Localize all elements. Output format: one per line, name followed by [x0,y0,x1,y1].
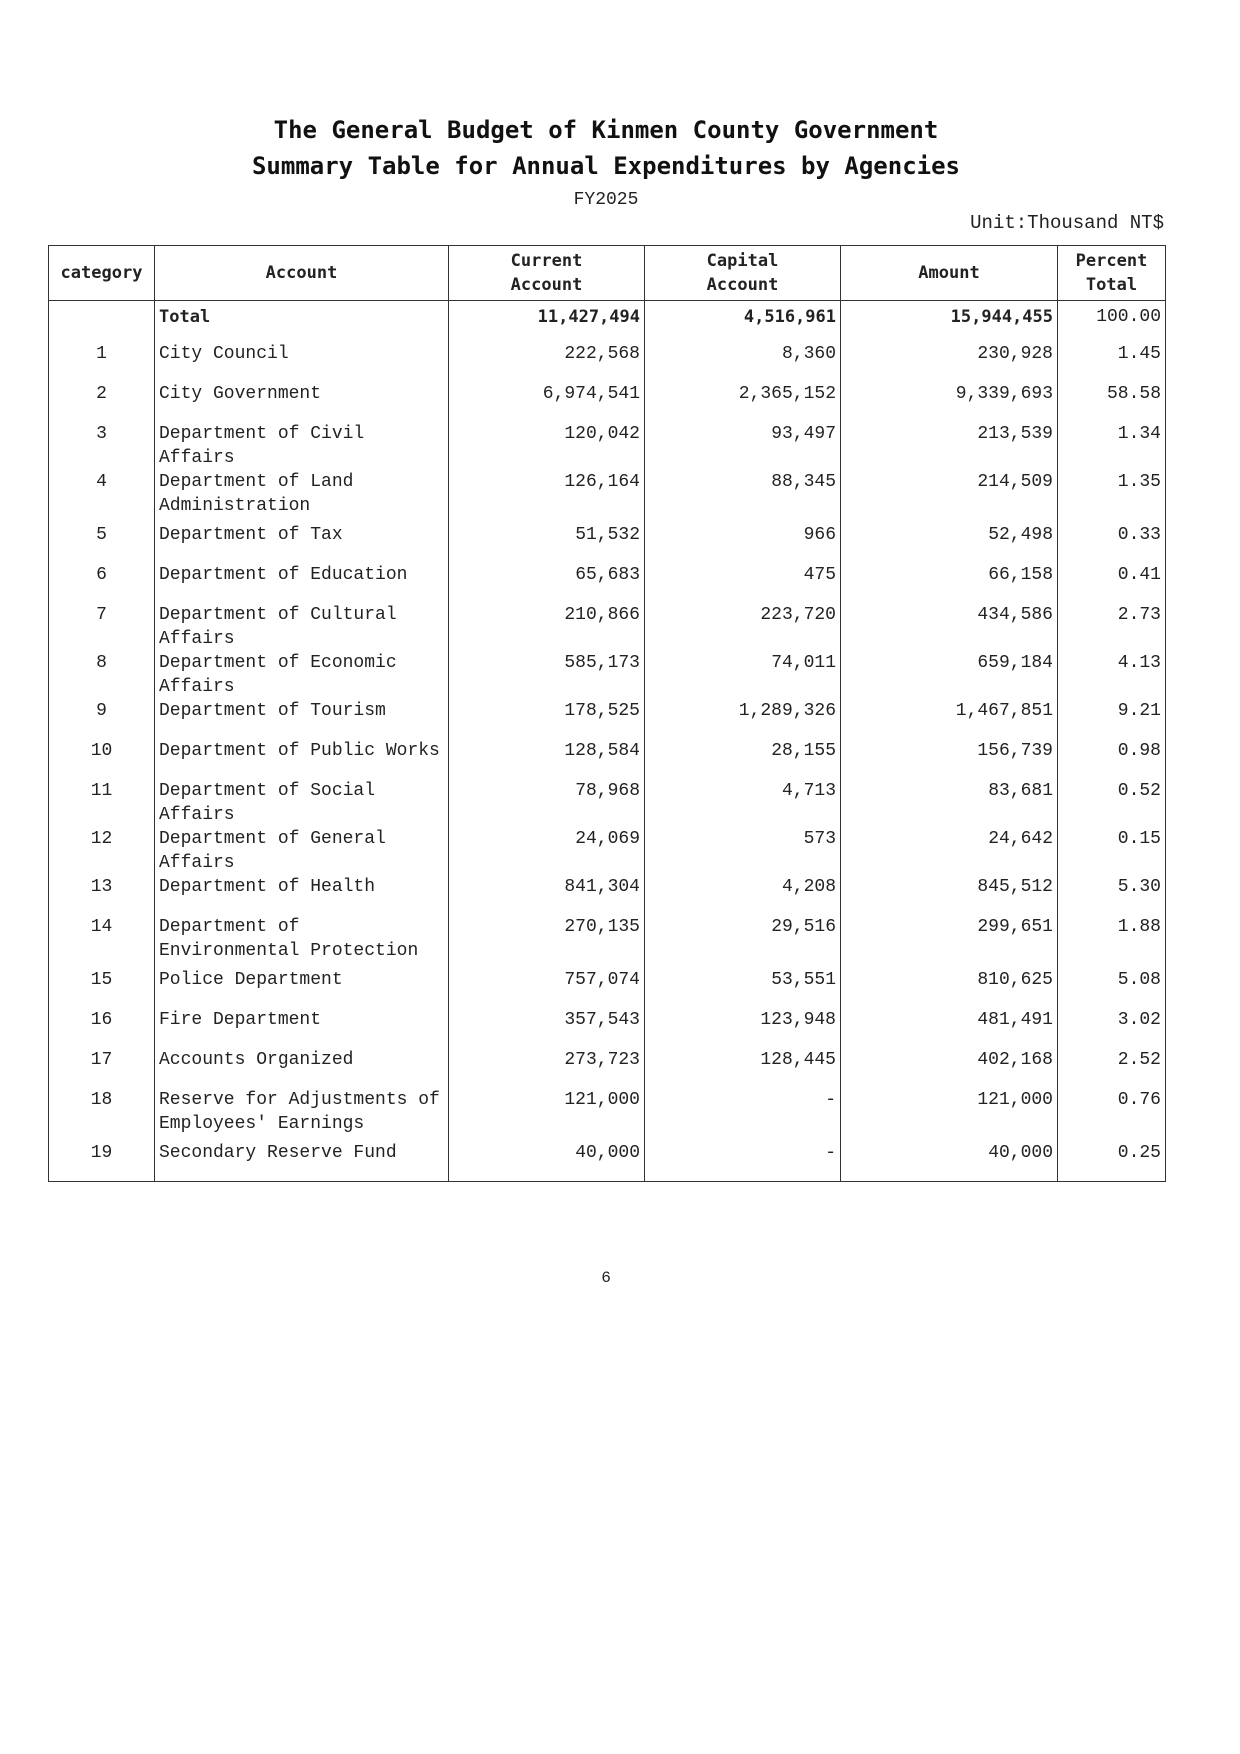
row-amount: 213,539 [841,422,1058,470]
table-row [49,699,1166,739]
row-current-account: 24,069 [449,827,645,875]
row-capital-account: 475 [645,563,841,603]
row-capital-account: 93,497 [645,422,841,470]
row-amount: 52,498 [841,523,1058,563]
row-category: 13 [49,875,155,915]
row-current-account: 128,584 [449,739,645,779]
row-account: City Government [155,382,449,422]
row-capital-account: 1,289,326 [645,699,841,739]
row-current-account: 357,543 [449,1008,645,1048]
row-amount: 83,681 [841,779,1058,827]
row-amount: 66,158 [841,563,1058,603]
row-capital-account: 8,360 [645,342,841,382]
row-account: Department of Public Works [155,739,449,779]
row-category: 5 [49,523,155,563]
row-category: 10 [49,739,155,779]
row-current-account: 273,723 [449,1048,645,1088]
row-category: 11 [49,779,155,827]
row-amount: 659,184 [841,651,1058,699]
row-category: 19 [49,1141,155,1182]
row-account: Department of Land Administration [155,470,449,523]
row-capital-account: 4,208 [645,875,841,915]
row-category: 18 [49,1088,155,1141]
row-category: 4 [49,470,155,523]
row-capital-account: 74,011 [645,651,841,699]
row-current-account: 65,683 [449,563,645,603]
table-row [49,422,1166,470]
table-row [49,739,1166,779]
row-category: 14 [49,915,155,968]
row-capital-account: 29,516 [645,915,841,968]
row-amount: 299,651 [841,915,1058,968]
row-percent-total: 58.58 [1058,382,1166,422]
row-category: 17 [49,1048,155,1088]
row-capital-account: 4,713 [645,779,841,827]
table-row [49,523,1166,563]
row-percent-total: 4.13 [1058,651,1166,699]
row-account: Department of Cultural Affairs [155,603,449,651]
unit-label: Unit:Thousand NT$ [970,212,1164,234]
row-amount: 24,642 [841,827,1058,875]
table-row [49,651,1166,699]
row-capital-account: 223,720 [645,603,841,651]
row-current-account: 78,968 [449,779,645,827]
row-percent-total: 0.25 [1058,1141,1166,1182]
row-capital-account: 2,365,152 [645,382,841,422]
table-row [49,1048,1166,1088]
row-percent-total: 0.98 [1058,739,1166,779]
page-number: 6 [601,1269,611,1287]
row-account: Department of Environmental Protection [155,915,449,968]
row-account: Department of Tax [155,523,449,563]
row-current-account: 6,974,541 [449,382,645,422]
column-header-amount: Amount [841,246,1058,301]
row-percent-total: 1.34 [1058,422,1166,470]
column-header-capital-account: Capital Account [645,246,841,301]
row-current-account: 40,000 [449,1141,645,1182]
row-current-account: 757,074 [449,968,645,1008]
table-row [49,563,1166,603]
row-capital-account: 28,155 [645,739,841,779]
table-row [49,342,1166,382]
row-account: Department of Education [155,563,449,603]
row-category: 9 [49,699,155,739]
total-current: 11,427,494 [449,301,645,343]
row-account: Police Department [155,968,449,1008]
row-percent-total: 0.41 [1058,563,1166,603]
row-percent-total: 0.33 [1058,523,1166,563]
row-category: 12 [49,827,155,875]
row-account: Department of Social Affairs [155,779,449,827]
row-amount: 402,168 [841,1048,1058,1088]
row-amount: 230,928 [841,342,1058,382]
row-amount: 40,000 [841,1141,1058,1182]
table-row [49,1008,1166,1048]
row-current-account: 270,135 [449,915,645,968]
row-percent-total: 0.15 [1058,827,1166,875]
fiscal-year: FY2025 [573,190,639,210]
row-capital-account: 966 [645,523,841,563]
row-capital-account: 123,948 [645,1008,841,1048]
row-amount: 481,491 [841,1008,1058,1048]
row-amount: 810,625 [841,968,1058,1008]
row-percent-total: 1.35 [1058,470,1166,523]
row-account: Department of General Affairs [155,827,449,875]
row-category: 6 [49,563,155,603]
row-capital-account: 53,551 [645,968,841,1008]
row-percent-total: 9.21 [1058,699,1166,739]
table-row [49,779,1166,827]
total-capital: 4,516,961 [645,301,841,343]
row-percent-total: 2.52 [1058,1048,1166,1088]
row-account: Department of Tourism [155,699,449,739]
table-row [49,968,1166,1008]
row-current-account: 585,173 [449,651,645,699]
column-header-percent-total: Percent Total [1058,246,1166,301]
row-category: 2 [49,382,155,422]
row-percent-total: 5.30 [1058,875,1166,915]
row-category: 16 [49,1008,155,1048]
row-percent-total: 5.08 [1058,968,1166,1008]
table-row [49,1141,1166,1182]
total-label: Total [155,301,449,343]
table-row [49,915,1166,968]
row-amount: 121,000 [841,1088,1058,1141]
total-row [49,301,1166,343]
row-capital-account: - [645,1088,841,1141]
row-current-account: 121,000 [449,1088,645,1141]
row-capital-account: - [645,1141,841,1182]
row-amount: 156,739 [841,739,1058,779]
row-category: 3 [49,422,155,470]
row-current-account: 210,866 [449,603,645,651]
row-current-account: 51,532 [449,523,645,563]
table-row [49,1088,1166,1141]
column-header-account: Account [155,246,449,301]
expenditure-table [48,245,1166,1182]
total-percent: 100.00 [1058,301,1166,343]
row-percent-total: 0.76 [1058,1088,1166,1141]
row-capital-account: 573 [645,827,841,875]
row-current-account: 222,568 [449,342,645,382]
row-account: Department of Health [155,875,449,915]
table-row [49,603,1166,651]
row-capital-account: 88,345 [645,470,841,523]
row-account: Reserve for Adjustments of Employees' Earnings [155,1088,449,1141]
row-account: Department of Civil Affairs [155,422,449,470]
total-amount: 15,944,455 [841,301,1058,343]
table-row [49,875,1166,915]
row-amount: 434,586 [841,603,1058,651]
row-amount: 845,512 [841,875,1058,915]
row-category: 7 [49,603,155,651]
row-account: Fire Department [155,1008,449,1048]
column-header-current-account: Current Account [449,246,645,301]
row-amount: 9,339,693 [841,382,1058,422]
table-row [49,827,1166,875]
column-header-category: category [49,246,155,301]
row-percent-total: 1.45 [1058,342,1166,382]
document-subtitle: Summary Table for Annual Expenditures by Agencies [251,152,960,180]
table-body [49,301,1166,1182]
row-percent-total: 1.88 [1058,915,1166,968]
row-percent-total: 0.52 [1058,779,1166,827]
row-category: 8 [49,651,155,699]
row-amount: 1,467,851 [841,699,1058,739]
row-capital-account: 128,445 [645,1048,841,1088]
row-current-account: 841,304 [449,875,645,915]
row-account: City Council [155,342,449,382]
total-category [49,301,155,343]
row-percent-total: 3.02 [1058,1008,1166,1048]
row-current-account: 126,164 [449,470,645,523]
document-title: The General Budget of Kinmen County Government [273,116,939,144]
row-account: Secondary Reserve Fund [155,1141,449,1182]
table-row [49,470,1166,523]
table-header-row [49,246,1166,301]
row-percent-total: 2.73 [1058,603,1166,651]
row-account: Accounts Organized [155,1048,449,1088]
row-current-account: 178,525 [449,699,645,739]
row-category: 1 [49,342,155,382]
row-amount: 214,509 [841,470,1058,523]
row-category: 15 [49,968,155,1008]
row-account: Department of Economic Affairs [155,651,449,699]
row-current-account: 120,042 [449,422,645,470]
table-row [49,382,1166,422]
